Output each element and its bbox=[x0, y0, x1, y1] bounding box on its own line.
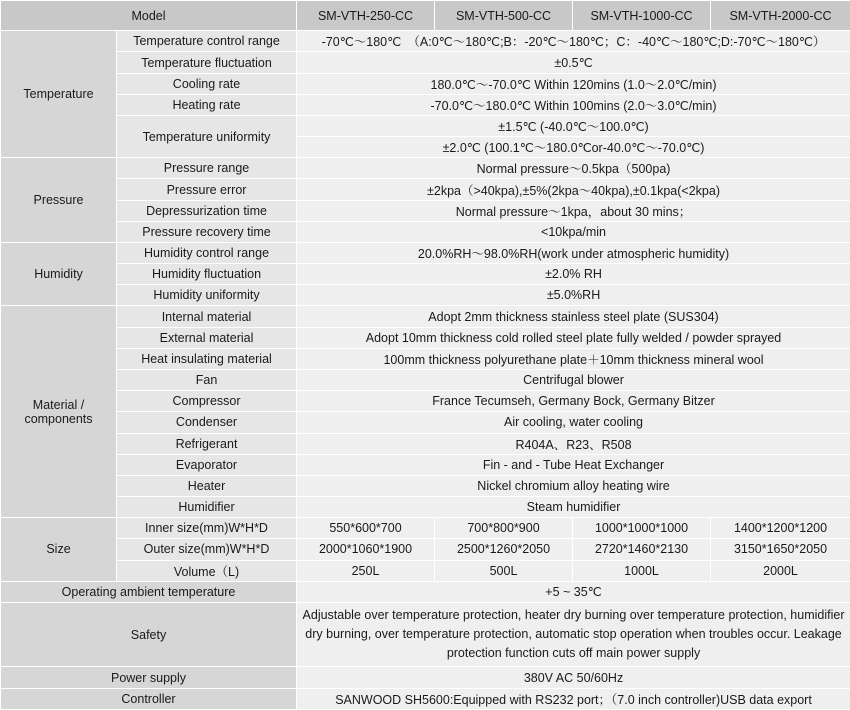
material-label: Refrigerant bbox=[117, 433, 297, 454]
pressure-error-value: ±2kpa（>40kpa),±5%(2kpa～40kpa),±0.1kpa(<2kpa) bbox=[297, 179, 850, 200]
table-row bbox=[1, 52, 850, 73]
controller-value: SANWOOD SH5600:Equipped with RS232 port；（7.0 inch controller)USB data export bbox=[297, 688, 850, 709]
material-group-line1: Material / bbox=[32, 397, 85, 412]
pressure-recovery-label: Pressure recovery time bbox=[117, 221, 297, 242]
material-value: Adopt 10mm thickness cold rolled steel plate fully welded / powder sprayed bbox=[297, 327, 850, 348]
size-group: Size bbox=[1, 518, 117, 582]
pressure-range-value: Normal pressure～0.5kpa（500pa) bbox=[297, 158, 850, 179]
table-row bbox=[1, 73, 850, 94]
material-group bbox=[1, 306, 117, 518]
material-label: Condenser bbox=[117, 412, 297, 433]
table-row bbox=[1, 518, 850, 539]
material-label: Compressor bbox=[117, 391, 297, 412]
outer-size-500: 2500*1260*2050 bbox=[435, 539, 573, 560]
pressure-group: Pressure bbox=[1, 158, 117, 243]
material-value: Fin - and - Tube Heat Exchanger bbox=[297, 454, 850, 475]
volume-2000: 2000L bbox=[711, 560, 850, 581]
table-row bbox=[1, 602, 850, 667]
ambient-temp-value: +5 ~ 35℃ bbox=[297, 581, 850, 602]
humidity-uniformity-value: ±5.0%RH bbox=[297, 285, 850, 306]
outer-size-2000: 3150*1650*2050 bbox=[711, 539, 850, 560]
temp-fluctuation-label: Temperature fluctuation bbox=[117, 52, 297, 73]
table-row bbox=[1, 433, 850, 454]
controller-label: Controller bbox=[1, 688, 297, 709]
table-row bbox=[1, 667, 850, 688]
inner-size-2000: 1400*1200*1200 bbox=[711, 518, 850, 539]
table-row bbox=[1, 158, 850, 179]
temp-uniformity-value-1: ±1.5℃ (-40.0℃～100.0℃) bbox=[297, 115, 850, 136]
inner-size-label: Inner size(mm)W*H*D bbox=[117, 518, 297, 539]
material-label: External material bbox=[117, 327, 297, 348]
volume-250: 250L bbox=[297, 560, 435, 581]
material-label: Evaporator bbox=[117, 454, 297, 475]
material-value: Air cooling, water cooling bbox=[297, 412, 850, 433]
model-1000: SM-VTH-1000-CC bbox=[573, 1, 711, 31]
table-row bbox=[1, 242, 850, 263]
inner-size-500: 700*800*900 bbox=[435, 518, 573, 539]
temp-control-range-value: -70℃～180℃ （A:0℃～180℃;B：-20℃～180℃；C：-40℃～180℃;D:-70℃～180℃） bbox=[297, 31, 850, 52]
model-250: SM-VTH-250-CC bbox=[297, 1, 435, 31]
depressurization-value: Normal pressure～1kpa，about 30 mins； bbox=[297, 200, 850, 221]
table-row bbox=[1, 539, 850, 560]
power-supply-label: Power supply bbox=[1, 667, 297, 688]
material-value: 100mm thickness polyurethane plate＋10mm thickness mineral wool bbox=[297, 348, 850, 369]
volume-500: 500L bbox=[435, 560, 573, 581]
volume-1000: 1000L bbox=[573, 560, 711, 581]
table-row bbox=[1, 412, 850, 433]
material-label: Fan bbox=[117, 370, 297, 391]
model-500: SM-VTH-500-CC bbox=[435, 1, 573, 31]
pressure-range-label: Pressure range bbox=[117, 158, 297, 179]
material-value: R404A、R23、R508 bbox=[297, 433, 850, 454]
safety-value: Adjustable over temperature protection, heater dry burning over temperature protection, humidifier dry burning, over temperature protection, automatic stop operation when troubles occur. Leakage protection function cuts off main power supply bbox=[297, 602, 850, 667]
material-group-line2: components bbox=[24, 411, 93, 426]
humidity-range-label: Humidity control range bbox=[117, 242, 297, 263]
depressurization-label: Depressurization time bbox=[117, 200, 297, 221]
pressure-error-label: Pressure error bbox=[117, 179, 297, 200]
temp-uniformity-label: Temperature uniformity bbox=[117, 115, 297, 157]
table-row bbox=[1, 285, 850, 306]
table-row bbox=[1, 94, 850, 115]
temp-fluctuation-value: ±0.5℃ bbox=[297, 52, 850, 73]
material-value: Centrifugal blower bbox=[297, 370, 850, 391]
outer-size-label: Outer size(mm)W*H*D bbox=[117, 539, 297, 560]
material-label: Heat insulating material bbox=[117, 348, 297, 369]
table-row bbox=[1, 179, 850, 200]
pressure-recovery-value: <10kpa/min bbox=[297, 221, 850, 242]
humidity-fluctuation-label: Humidity fluctuation bbox=[117, 264, 297, 285]
humidity-fluctuation-value: ±2.0% RH bbox=[297, 264, 850, 285]
table-row bbox=[1, 306, 850, 327]
material-value: Adopt 2mm thickness stainless steel plate (SUS304) bbox=[297, 306, 850, 327]
cooling-rate-value: 180.0℃～-70.0℃ Within 120mins (1.0～2.0℃/min) bbox=[297, 73, 850, 94]
heating-rate-value: -70.0℃～180.0℃ Within 100mins (2.0～3.0℃/min) bbox=[297, 94, 850, 115]
volume-label: Volume（L) bbox=[117, 560, 297, 581]
table-row bbox=[1, 560, 850, 581]
outer-size-250: 2000*1060*1900 bbox=[297, 539, 435, 560]
inner-size-1000: 1000*1000*1000 bbox=[573, 518, 711, 539]
table-row bbox=[1, 200, 850, 221]
material-value: Nickel chromium alloy heating wire bbox=[297, 475, 850, 496]
safety-label: Safety bbox=[1, 602, 297, 667]
model-2000: SM-VTH-2000-CC bbox=[711, 1, 850, 31]
table-row bbox=[1, 348, 850, 369]
header-row bbox=[1, 1, 850, 31]
table-row bbox=[1, 497, 850, 518]
material-label: Humidifier bbox=[117, 497, 297, 518]
humidity-range-value: 20.0%RH～98.0%RH(work under atmospheric humidity) bbox=[297, 242, 850, 263]
temperature-group: Temperature bbox=[1, 31, 117, 158]
ambient-temp-label: Operating ambient temperature bbox=[1, 581, 297, 602]
heating-rate-label: Heating rate bbox=[117, 94, 297, 115]
table-row bbox=[1, 391, 850, 412]
material-label: Internal material bbox=[117, 306, 297, 327]
table-row bbox=[1, 475, 850, 496]
table-row bbox=[1, 581, 850, 602]
table-row bbox=[1, 115, 850, 136]
table-row bbox=[1, 327, 850, 348]
cooling-rate-label: Cooling rate bbox=[117, 73, 297, 94]
temp-uniformity-value-2: ±2.0℃ (100.1℃～180.0℃or-40.0℃～-70.0℃) bbox=[297, 137, 850, 158]
table-row bbox=[1, 454, 850, 475]
table-row bbox=[1, 688, 850, 709]
humidity-uniformity-label: Humidity uniformity bbox=[117, 285, 297, 306]
outer-size-1000: 2720*1460*2130 bbox=[573, 539, 711, 560]
material-value: Steam humidifier bbox=[297, 497, 850, 518]
table-row bbox=[1, 264, 850, 285]
table-row bbox=[1, 221, 850, 242]
power-supply-value: 380V AC 50/60Hz bbox=[297, 667, 850, 688]
model-header: Model bbox=[1, 1, 297, 31]
inner-size-250: 550*600*700 bbox=[297, 518, 435, 539]
table-row bbox=[1, 31, 850, 52]
table-row bbox=[1, 370, 850, 391]
material-label: Heater bbox=[117, 475, 297, 496]
humidity-group: Humidity bbox=[1, 242, 117, 306]
material-value: France Tecumseh, Germany Bock, Germany Bitzer bbox=[297, 391, 850, 412]
temp-control-range-label: Temperature control range bbox=[117, 31, 297, 52]
